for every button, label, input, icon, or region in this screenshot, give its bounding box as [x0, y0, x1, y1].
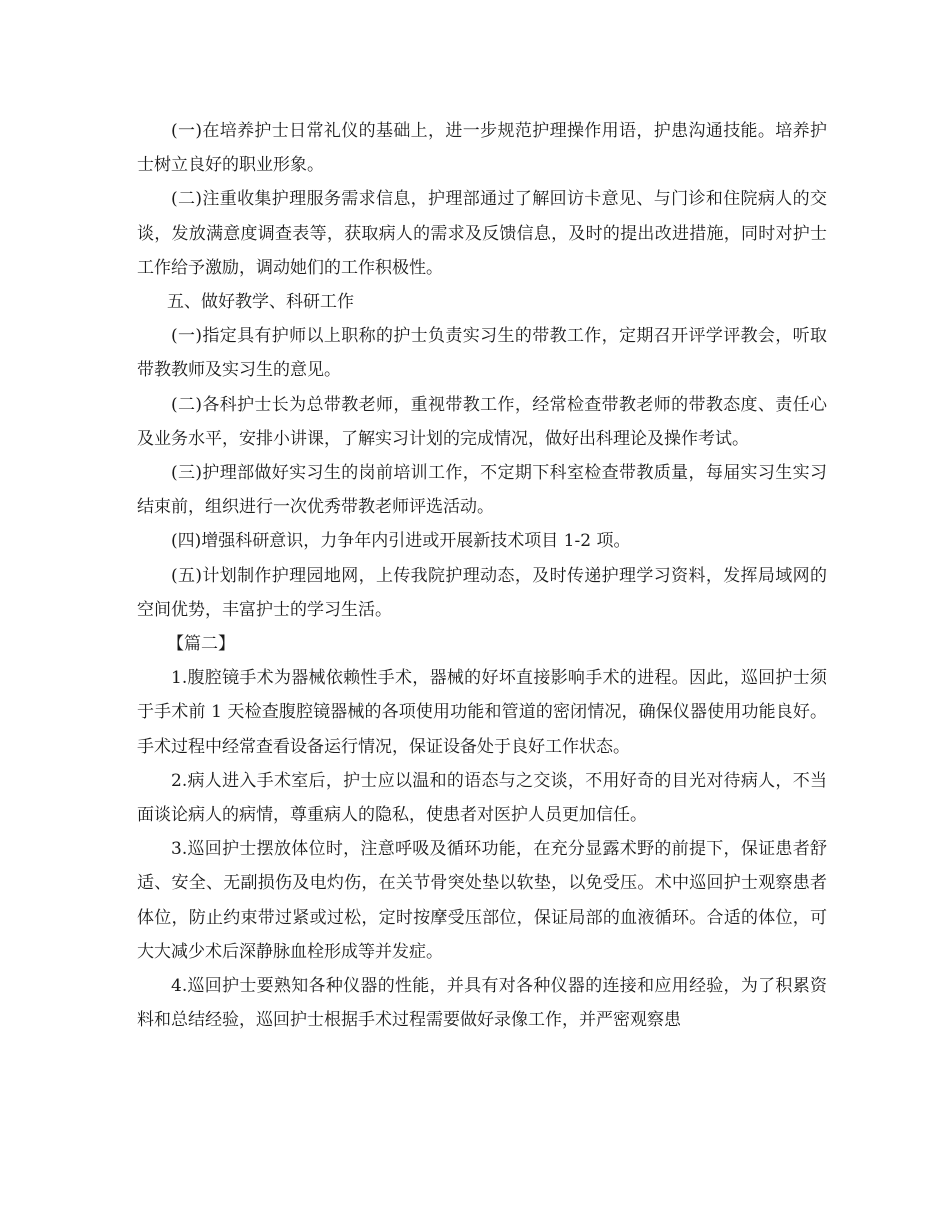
list-item-1: 1.腹腔镜手术为器械依赖性手术，器械的好坏直接影响手术的进程。因此，巡回护士须于手术前 1 天检查腹腔镜器械的各项使用功能和管道的密闭情况，确保仪器使用功能良好。手术过程中经常查看设备运行情况，保证设备处于良好工作状态。: [137, 668, 827, 757]
paragraph-nursing-website: (五)计划制作护理园地网，上传我院护理动态，及时传递护理学习资料，发挥局域网的空间优势，丰富护士的学习生活。: [137, 565, 827, 620]
section-heading-teaching-research: 五、做好教学、科研工作: [167, 292, 354, 313]
section-heading-part-two: 【篇二】: [167, 634, 235, 655]
list-item-4: 4.巡回护士要熟知各种仪器的性能，并具有对各种仪器的连接和应用经验，为了积累资料和总结经验，巡回护士根据手术过程需要做好录像工作，并严密观察患: [137, 976, 827, 1031]
paragraph-head-nurse: (二)各科护士长为总带教老师，重视带教工作，经常检查带教老师的带教态度、责任心及业务水平，安排小讲课，了解实习计划的完成情况，做好出科理论及操作考试。: [137, 394, 827, 449]
paragraph-teaching-staff: (一)指定具有护师以上职称的护士负责实习生的带教工作，定期召开评学评教会，听取带教教师及实习生的意见。: [137, 326, 827, 381]
list-item-2: 2.病人进入手术室后，护士应以温和的语态与之交谈，不用好奇的目光对待病人，不当面谈论病人的病情，尊重病人的隐私，使患者对医护人员更加信任。: [137, 770, 827, 826]
list-item-3: 3.巡回护士摆放体位时，注意呼吸及循环功能，在充分显露术野的前提下，保证患者舒适、安全、无副损伤及电灼伤，在关节骨突处垫以软垫，以免受压。术中巡回护士观察患者体位，防止约束带过紧或过松，定时按摩受压部位，保证局部的血液循环。合适的体位，可大大减少术后深静脉血栓形成等并发症。: [137, 839, 827, 962]
document-body: [137, 114, 827, 1037]
paragraph-service-info: (二)注重收集护理服务需求信息，护理部通过了解回访卡意见、与门诊和住院病人的交谈，发放满意度调查表等，获取病人的需求及反馈信息，及时的提出改进措施，同时对护士工作给予激励，调动她们的工作积极性。: [137, 189, 827, 278]
paragraph-research-awareness: (四)增强科研意识，力争年内引进或开展新技术项目 1-2 项。: [171, 531, 631, 552]
paragraph-pre-job-training: (三)护理部做好实习生的岗前培训工作，不定期下科室检查带教质量，每届实习生实习结束前，组织进行一次优秀带教老师评选活动。: [137, 463, 827, 518]
paragraph-etiquette: (一)在培养护士日常礼仪的基础上，进一步规范护理操作用语，护患沟通技能。培养护士树立良好的职业形象。: [137, 121, 827, 176]
